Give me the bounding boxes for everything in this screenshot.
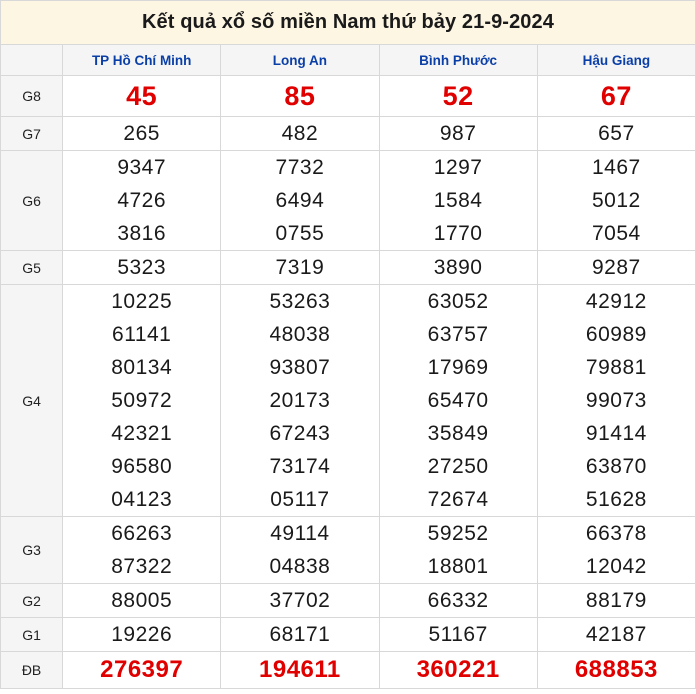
result-number: 51628 [585,488,647,511]
result-cell [63,517,221,584]
result-number: 04123 [111,488,173,511]
result-number: 63052 [427,290,489,313]
result-number: 9347 [117,156,167,179]
result-number: 12042 [585,555,647,578]
result-cell [537,652,695,689]
result-number: 42912 [585,290,647,313]
result-number: 49114 [270,522,330,545]
result-cell [63,618,221,652]
result-number: 1584 [433,189,483,212]
grade-label: G1 [1,618,63,652]
table-row [1,251,696,285]
result-number: 72674 [427,488,489,511]
result-number: 51167 [428,623,488,646]
result-number: 52 [442,81,474,111]
result-number: 4726 [117,189,167,212]
result-cell [537,76,695,117]
table-row [1,117,696,151]
result-cell [537,251,695,285]
result-cell [221,517,379,584]
result-number: 65470 [427,389,489,412]
result-number: 276397 [100,656,184,683]
result-cell [379,517,537,584]
result-number: 7732 [275,156,325,179]
result-number: 42187 [585,623,647,646]
result-number: 88179 [585,589,647,612]
result-number: 99073 [585,389,647,412]
result-number: 6494 [275,189,325,212]
table-row [1,584,696,618]
result-number: 194611 [259,656,341,683]
result-number: 67 [600,81,632,111]
grade-label: G3 [1,517,63,584]
column-header-province-3: Hậu Giang [537,45,695,76]
result-cell [63,584,221,618]
result-number: 20173 [269,389,331,412]
column-header-province-1: Long An [221,45,379,76]
result-number: 360221 [416,656,500,683]
result-number: 35849 [427,422,489,445]
table-header [1,45,696,76]
result-number: 96580 [111,455,173,478]
result-cell [379,584,537,618]
grade-label: G5 [1,251,63,285]
result-cell [63,76,221,117]
result-number: 0755 [275,222,325,245]
table-row [1,517,696,584]
result-cell [221,76,379,117]
result-number: 27250 [427,455,489,478]
result-number: 7319 [275,256,325,279]
table-row [1,76,696,117]
result-cell [537,285,695,517]
result-number: 48038 [269,323,331,346]
grade-label: G6 [1,151,63,251]
result-number: 1770 [433,222,483,245]
result-number: 05117 [270,488,330,511]
result-number: 04838 [269,555,331,578]
result-cell [379,251,537,285]
result-number: 5323 [117,256,167,279]
table-row [1,618,696,652]
result-number: 17969 [427,356,489,379]
result-number: 45 [126,81,158,111]
result-cell [221,584,379,618]
result-number: 482 [281,122,319,145]
result-number: 7054 [592,222,641,245]
result-cell [379,76,537,117]
result-number: 9287 [592,256,641,279]
column-header-grade [1,45,63,76]
result-number: 1467 [592,156,641,179]
result-cell [63,652,221,689]
result-number: 50972 [111,389,173,412]
column-header-province-0: TP Hồ Chí Minh [63,45,221,76]
page-title: Kết quả xổ số miền Nam thứ bảy 21-9-2024 [142,11,554,33]
result-number: 88005 [111,589,173,612]
result-number: 3816 [117,222,167,245]
result-cell [379,151,537,251]
result-cell [63,251,221,285]
result-number: 53263 [269,290,331,313]
result-cell [221,285,379,517]
grade-label: ĐB [1,652,63,689]
grade-label: G7 [1,117,63,151]
grade-label: G2 [1,584,63,618]
column-header-province-2: Bình Phước [379,45,537,76]
result-title-bar [0,0,696,44]
table-row [1,652,696,689]
result-number: 73174 [269,455,331,478]
result-cell [537,117,695,151]
result-number: 66332 [427,589,489,612]
table-row [1,285,696,517]
result-number: 3890 [433,256,483,279]
result-number: 5012 [592,189,641,212]
result-cell [63,151,221,251]
result-number: 63757 [427,323,489,346]
result-number: 91414 [585,422,647,445]
result-number: 80134 [111,356,173,379]
result-number: 68171 [269,623,331,646]
result-cell [221,117,379,151]
grade-label: G8 [1,76,63,117]
table-body [1,76,696,689]
result-cell [537,618,695,652]
result-number: 37702 [269,589,331,612]
result-number: 85 [284,81,316,111]
result-number: 60989 [585,323,647,346]
result-number: 66263 [111,522,173,545]
result-number: 63870 [585,455,647,478]
result-number: 1297 [433,156,483,179]
result-cell [379,285,537,517]
result-number: 61141 [112,323,172,346]
result-cell [379,618,537,652]
result-number: 265 [123,122,160,145]
result-cell [379,652,537,689]
result-number: 79881 [585,356,647,379]
result-number: 688853 [574,656,658,683]
result-number: 657 [598,122,635,145]
result-cell [221,151,379,251]
table-header-row [1,45,696,76]
result-number: 42321 [111,422,173,445]
result-number: 93807 [269,356,331,379]
result-number: 10225 [111,290,173,313]
result-cell [63,285,221,517]
result-number: 87322 [111,555,173,578]
result-cell [221,251,379,285]
result-cell [221,618,379,652]
result-cell [537,584,695,618]
result-number: 66378 [585,522,647,545]
result-cell [63,117,221,151]
result-number: 18801 [427,555,489,578]
result-number: 67243 [269,422,331,445]
result-number: 59252 [427,522,489,545]
grade-label: G4 [1,285,63,517]
result-number: 19226 [111,623,173,646]
result-cell [379,117,537,151]
table-row [1,151,696,251]
result-number: 987 [439,122,477,145]
lottery-result-table [0,44,696,689]
result-cell [537,151,695,251]
result-cell [537,517,695,584]
result-cell [221,652,379,689]
